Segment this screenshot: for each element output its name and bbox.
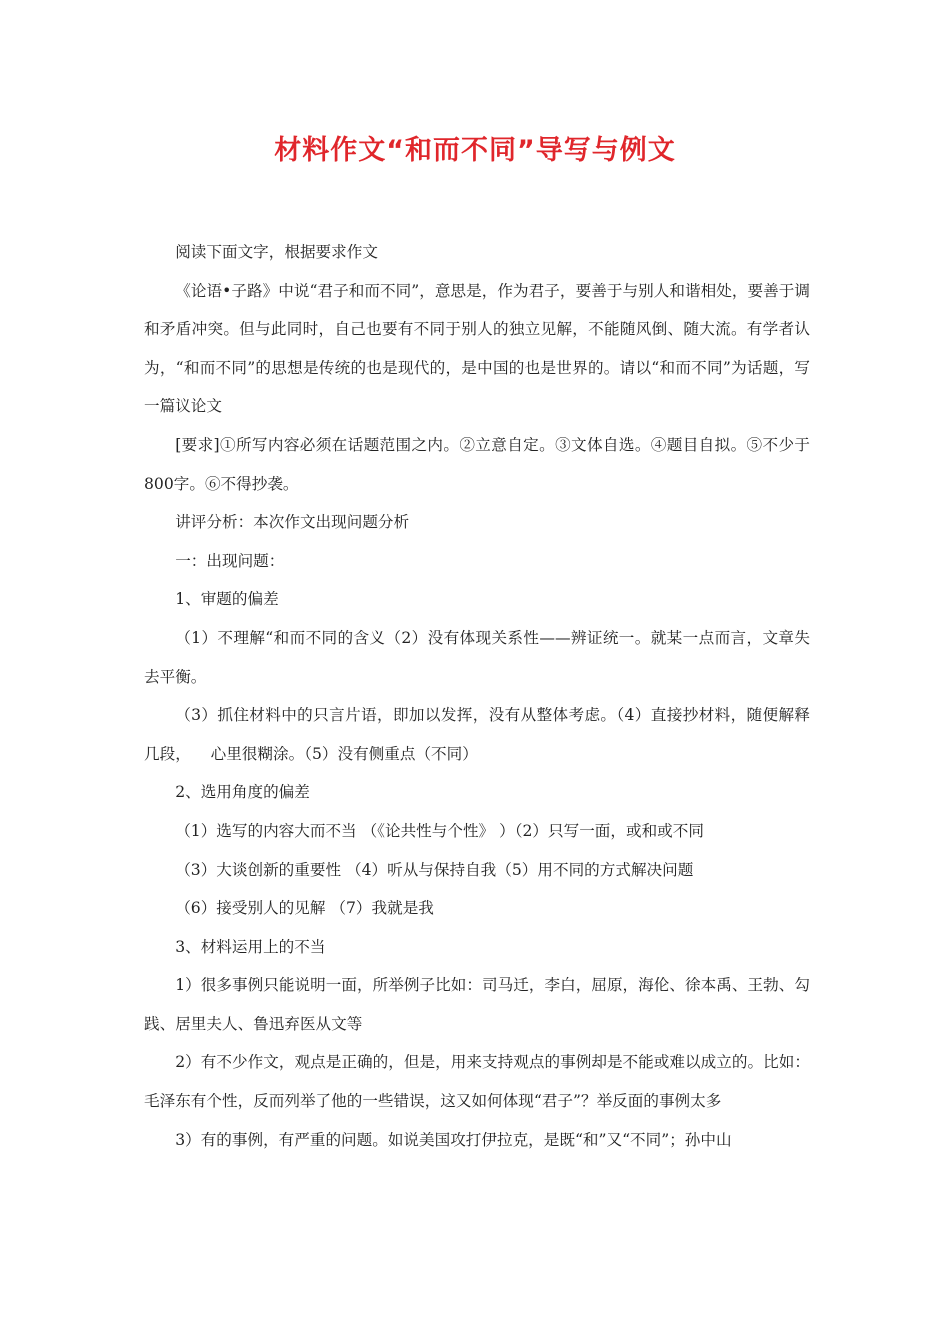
document-title: 材料作文“和而不同”导写与例文 bbox=[274, 135, 676, 166]
paragraph: （6）接受别人的见解 （7）我就是我 bbox=[175, 899, 434, 918]
paragraph: 《论语•子路》中说“君子和而不同”，意思是，作为君子，要善于与别人和谐相处，要善于调和矛盾冲突。但与此同时，自己也要有不同于别人的独立见解，不能随风倒、随大流。有学者认为，“和而不同”的思想是传统的也是现代的，是中国的也是世界的。请以“和而不同”为话题，写一篇议论文 bbox=[144, 281, 810, 416]
paragraph: 一：出现问题： bbox=[175, 551, 285, 570]
paragraph: （1）不理解“和而不同的含义（2）没有体现关系性——辨证统一。就某一点而言，文章失去平衡。 bbox=[144, 628, 810, 686]
paragraph: （1）选写的内容大而不当 （《论共性与个性》 ）（2）只写一面，或和或不同 bbox=[175, 821, 704, 840]
paragraph: 3）有的事例，有严重的问题。如说美国攻打伊拉克，是既“和”又“不同”；孙中山 bbox=[175, 1130, 732, 1149]
paragraph: 讲评分析：本次作文出现问题分析 bbox=[175, 513, 410, 532]
paragraph: 2、选用角度的偏差 bbox=[175, 783, 310, 802]
paragraph: 3、材料运用上的不当 bbox=[175, 937, 326, 956]
paragraph: 1）很多事例只能说明一面，所举例子比如：司马迁，李白，屈原，海伦、徐本禹、王勃、勾践、居里夫人、鲁迅弃医从文等 bbox=[144, 976, 810, 1033]
paragraph: （3）大谈创新的重要性 （4）听从与保持自我（5）用不同的方式解决问题 bbox=[175, 860, 694, 879]
paragraph: （3）抓住材料中的只言片语，即加以发挥，没有从整体考虑。（4）直接抄材料，随便解释几段， 心里很糊涂。（5）没有侧重点（不同） bbox=[144, 706, 810, 763]
paragraph: 1、审题的偏差 bbox=[175, 590, 279, 609]
paragraph: [要求]①所写内容必须在话题范围之内。②立意自定。③文体自选。④题目自拟。⑤不少于800字。⑥不得抄袭。 bbox=[144, 435, 810, 493]
paragraph: 2）有不少作文，观点是正确的，但是，用来支持观点的事例却是不能或难以成立的。比如：毛泽东有个性，反而列举了他的一些错误，这又如何体现“君子”？举反面的事例太多 bbox=[144, 1053, 810, 1111]
document-body bbox=[144, 233, 810, 1159]
paragraph: 阅读下面文字，根据要求作文 bbox=[175, 243, 378, 261]
